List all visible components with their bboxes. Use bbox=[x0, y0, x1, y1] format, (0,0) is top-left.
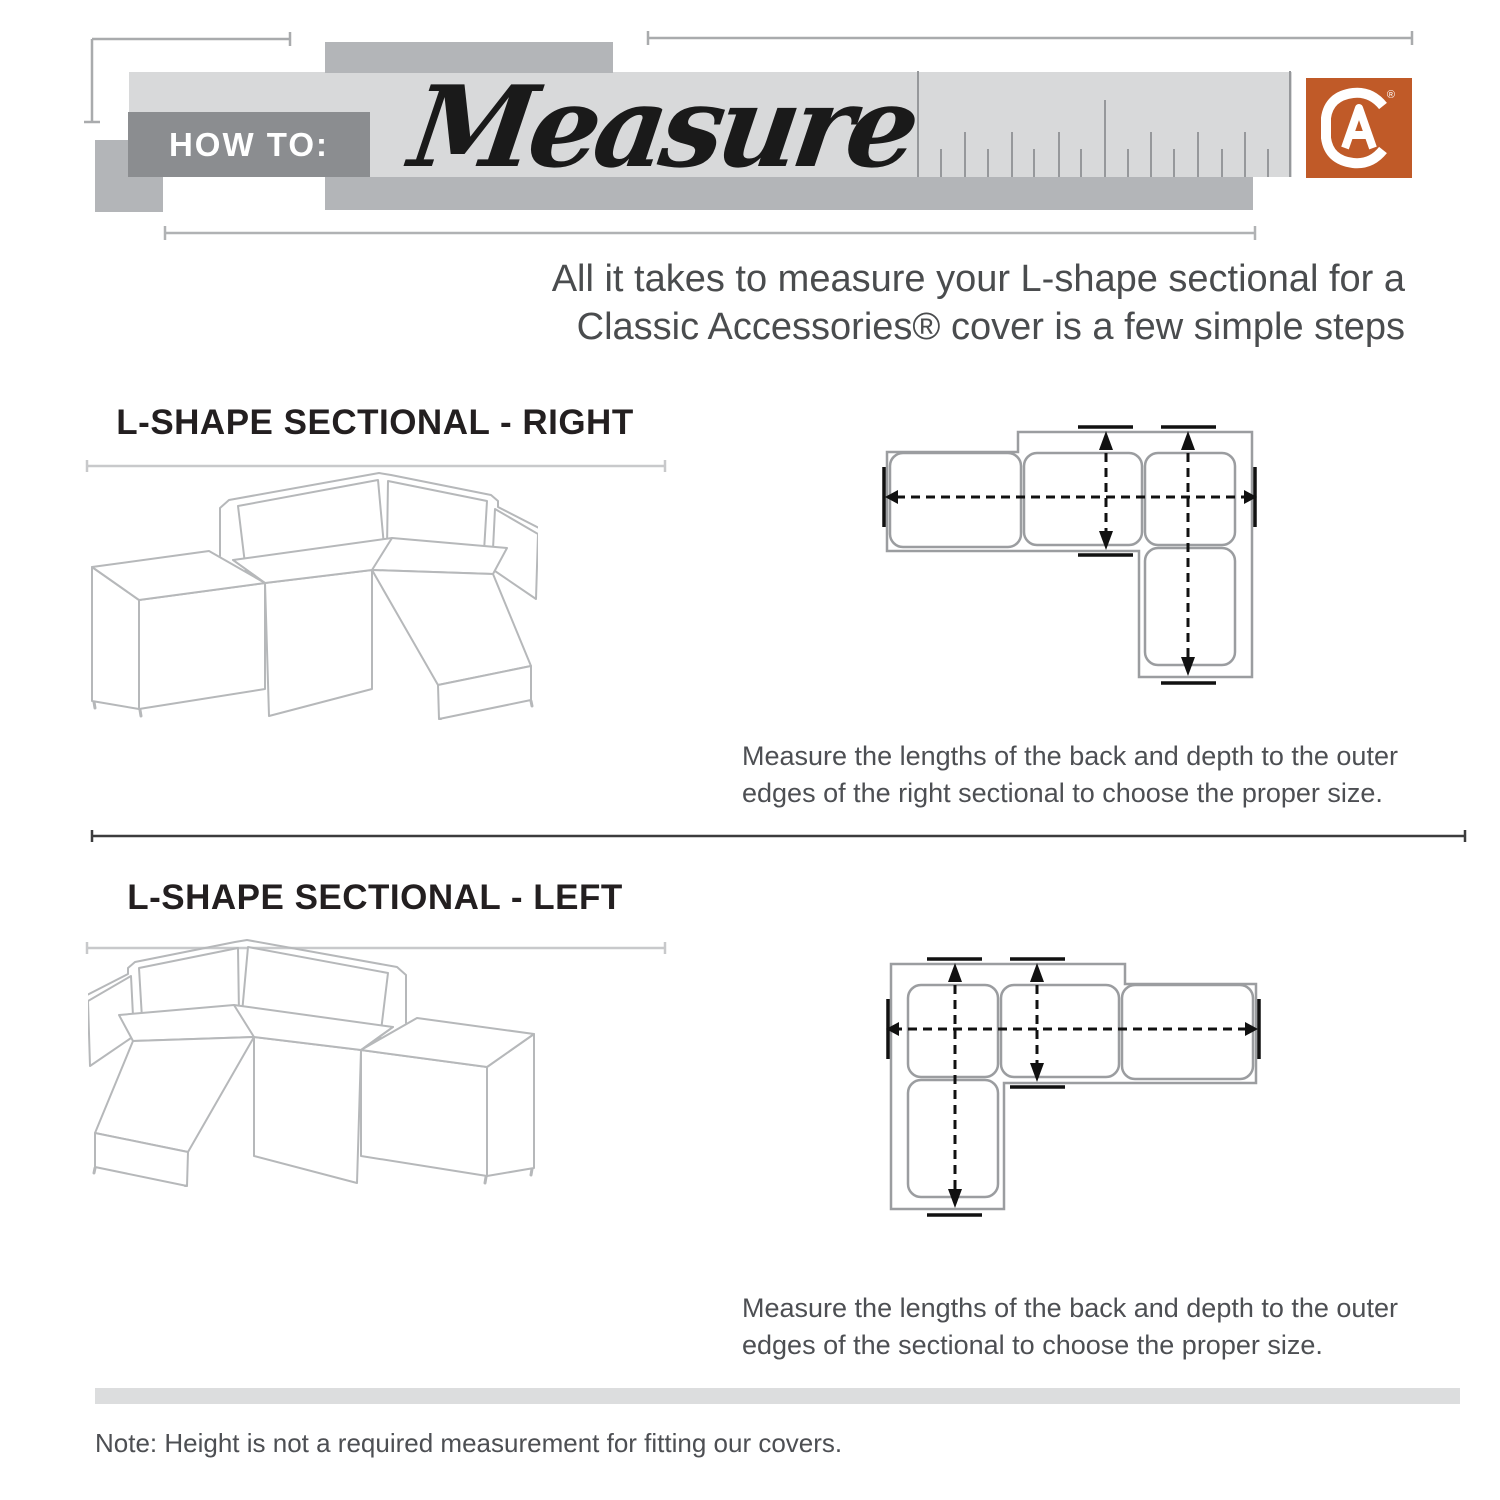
registered-mark: ® bbox=[1386, 89, 1395, 101]
section-divider bbox=[88, 828, 1470, 844]
caption-left-line-1: Measure the lengths of the back and depth to the outer bbox=[742, 1293, 1398, 1323]
caption-right bbox=[742, 738, 1422, 812]
intro-line-1: All it takes to measure your L-shape sectional for a bbox=[551, 258, 1405, 300]
intro-line-2: Classic Accessories® cover is a few simple steps bbox=[576, 306, 1405, 348]
footer-bar bbox=[95, 1388, 1460, 1404]
kicker-box bbox=[128, 112, 370, 177]
footer-note: Note: Height is not a required measurement for fitting our covers. bbox=[95, 1428, 843, 1458]
intro-text bbox=[505, 255, 1405, 351]
dimension-line-top-right bbox=[645, 28, 1420, 48]
section-heading-left: L-SHAPE SECTIONAL - LEFT bbox=[127, 878, 623, 917]
measurement-diagram-right bbox=[880, 420, 1263, 692]
caption-right-line-2: edges of the right sectional to choose the proper size. bbox=[742, 778, 1383, 808]
caption-right-line-1: Measure the lengths of the back and depth to the outer bbox=[742, 741, 1398, 771]
classic-accessories-ca-monogram-icon bbox=[1306, 78, 1412, 178]
kicker-label: HOW TO: bbox=[168, 125, 330, 163]
sofa-illustration-left bbox=[88, 935, 538, 1187]
caption-left-line-2: edges of the sectional to choose the proper size. bbox=[742, 1330, 1323, 1360]
page-title: Measure bbox=[402, 62, 922, 193]
ruler-graphic bbox=[905, 70, 1297, 180]
section-heading-right: L-SHAPE SECTIONAL - RIGHT bbox=[116, 403, 634, 442]
dimension-line-header-bottom bbox=[160, 224, 1262, 242]
caption-left bbox=[742, 1290, 1422, 1364]
classic-accessories-logo bbox=[1306, 78, 1412, 178]
sofa-illustration-right bbox=[88, 468, 538, 720]
measurement-diagram-left bbox=[880, 952, 1263, 1224]
